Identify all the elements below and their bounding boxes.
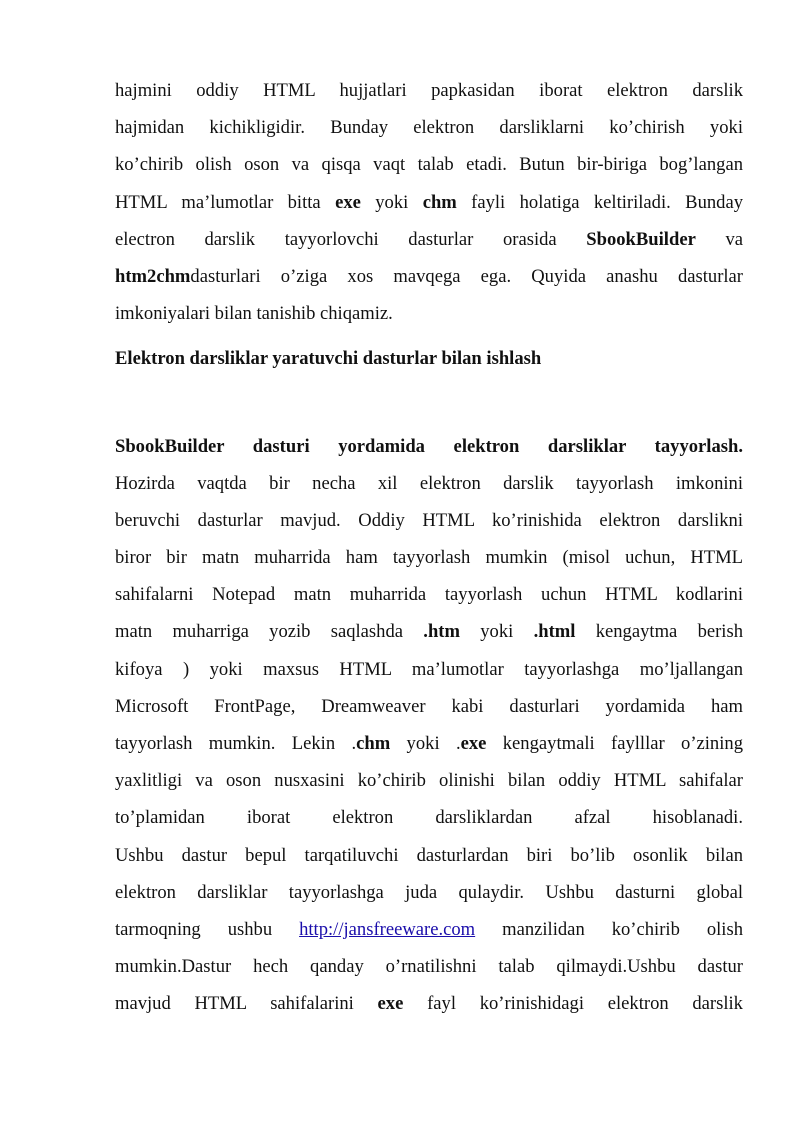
bold-term-sbookbuilder: SbookBuilder — [586, 228, 696, 250]
text-run: tayyorlash mumkin. Lekin . — [115, 733, 357, 754]
bold-term-chm: chm — [356, 733, 391, 754]
bold-term-exe: exe — [460, 733, 487, 754]
text-line — [115, 613, 743, 650]
text-run: yoki — [459, 621, 534, 643]
text-run: kengaytmali faylllar o’zining — [486, 733, 743, 754]
text-run: fayl ko’rinishidagi elektron darslik — [403, 993, 743, 1015]
text-line: kifoya ) yoki maxsus HTML ma’lumotlar tayyorlashga mo’ljallangan — [115, 658, 743, 680]
text-line: beruvchi dasturlar mavjud. Oddiy HTML ko’rinishida elektron darslikni — [115, 509, 743, 531]
text-line: hajmini oddiy HTML hujjatlari papkasidan iborat elektron darslik — [115, 80, 743, 101]
text-line — [115, 911, 743, 948]
text-run: kengaytma berish — [575, 621, 744, 643]
text-run: yoki — [360, 191, 423, 213]
text-run: matn muharriga yozib saqlashda — [115, 621, 424, 643]
text-line: hajmidan kichikligidir. Bunday elektron darsliklarni ko’chirish yoki — [115, 117, 743, 139]
paragraph-title — [115, 428, 743, 465]
text-run: HTML ma’lumotlar bitta — [115, 191, 336, 213]
text-run: manzilidan ko’chirib olish — [475, 918, 743, 940]
text-line — [115, 725, 743, 762]
text-line — [115, 184, 743, 221]
bold-term-html: .html — [533, 621, 576, 643]
text-line — [115, 258, 743, 295]
spacer — [115, 378, 743, 428]
text-run: fayli holatiga keltiriladi. Bunday — [456, 191, 744, 213]
text-line — [115, 221, 743, 258]
text-line: mumkin.Dastur hech qanday o’rnatilishni talab qilmaydi.Ushbu dastur — [115, 956, 743, 978]
document-page — [115, 72, 743, 1023]
text-line: Microsoft FrontPage, Dreamweaver kabi dasturlari yordamida ham — [115, 695, 743, 717]
text-line: to’plamidan iborat elektron darsliklardan afzal hisoblanadi. — [115, 807, 743, 829]
bold-term-htm2chm: htm2chm — [115, 265, 191, 287]
text-line: biror bir matn muharrida ham tayyorlash mumkin (misol uchun, HTML — [115, 547, 743, 569]
text-run: tarmoqning ushbu — [115, 918, 300, 940]
text-line: Hozirda vaqtda bir necha xil elektron darslik tayyorlash imkonini — [115, 472, 743, 494]
text-run: mavjud HTML sahifalarini — [115, 993, 378, 1015]
text-line: sahifalarni Notepad matn muharrida tayyorlash uchun HTML kodlarini — [115, 584, 743, 606]
text-line: imkoniyalari bilan tanishib chiqamiz. — [115, 303, 393, 325]
jansfreeware-link[interactable]: http://jansfreeware.com — [299, 918, 476, 940]
text-line: elektron darsliklar tayyorlashga juda qulaydir. Ushbu dasturni global — [115, 881, 743, 903]
text-run: va — [695, 228, 743, 250]
section-heading: Elektron darsliklar yaratuvchi dasturlar bilan ishlash — [115, 348, 542, 370]
bold-term-exe: exe — [377, 993, 404, 1015]
bold-lead-sentence: SbookBuilder dasturi yordamida elektron darsliklar tayyorlash. — [115, 435, 743, 457]
text-line: Ushbu dastur bepul tarqatiluvchi dasturlardan biri bo’lib osonlik bilan — [115, 844, 743, 866]
paragraph-sbookbuilder — [115, 428, 743, 1023]
text-run: electron darslik tayyorlovchi dasturlar orasida — [115, 228, 587, 250]
bold-term-chm: chm — [422, 191, 457, 213]
text-run: dasturlari o’ziga xos mavqega ega. Quyida anashu dasturlar — [190, 265, 743, 287]
bold-term-exe: exe — [335, 191, 361, 213]
paragraph-intro — [115, 72, 743, 332]
text-line: ko’chirib olish oson va qisqa vaqt talab etadi. Butun bir-biriga bog’langan — [115, 154, 743, 176]
bold-term-htm: .htm — [423, 621, 460, 643]
text-line — [115, 985, 743, 1022]
text-run: yoki . — [390, 733, 461, 754]
text-line: yaxlitligi va oson nusxasini ko’chirib olinishi bilan oddiy HTML sahifalar — [115, 770, 743, 792]
